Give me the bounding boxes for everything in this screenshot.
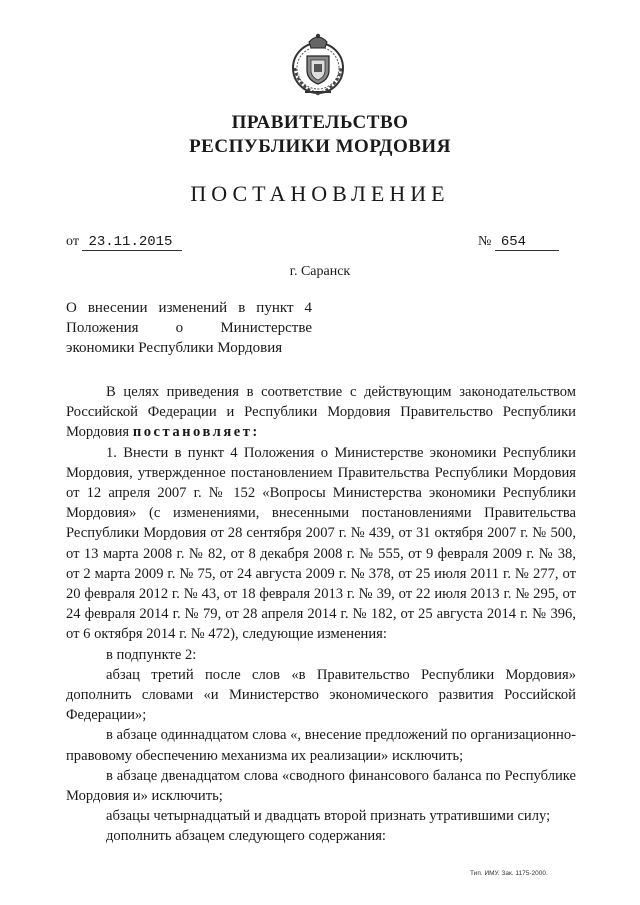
- subject-line3: экономики Республики Мордовия: [66, 340, 283, 356]
- city-name: г. Саранск: [289, 264, 351, 279]
- subject-block: [66, 298, 312, 358]
- decree-body: [66, 382, 576, 847]
- paragraph-6: абзацы четырнадцатый и двадцать второй признать утратившими силу;: [106, 808, 551, 825]
- number-prefix: №: [478, 234, 492, 249]
- paragraph-7: дополнить абзацем следующего содержания:: [106, 828, 386, 845]
- date-prefix: от: [66, 234, 79, 249]
- paragraph-3: абзац третий после слов «в Правительство Республики Мордовия» дополнить словами «и Министерство экономического развития Российской Федерации»;: [66, 666, 576, 724]
- subject-line1: О внесении изменений в пункт 4: [66, 300, 312, 316]
- paragraph-4: в абзаце одиннадцатом слова «, внесение предложений по организационно-правовому обеспечению механизма их реализации» исключить;: [66, 727, 576, 764]
- number-field: [478, 234, 559, 251]
- number-value: 654: [495, 234, 559, 251]
- decree-word: постановляет:: [132, 424, 260, 441]
- intro-paragraph: [66, 382, 576, 443]
- date-field: [66, 234, 182, 251]
- printer-mark: Тип. ИМУ. Зак. 1175-2000.: [470, 870, 548, 877]
- org-name-line2: РЕСПУБЛИКИ МОРДОВИЯ: [189, 136, 451, 157]
- document-type-title: ПОСТАНОВЛЕНИЕ: [190, 181, 450, 206]
- paragraph-5: в абзаце двенадцатом слова «сводного финансового баланса по Республике Мордовия и» исключить;: [66, 767, 576, 805]
- paragraph-1: 1. Внести в пункт 4 Положения о Министерстве экономики Республики Мордовия, утвержденное постановлением Правительства Республики Мордовия от 12 апреля 2007 г. № 152 «Вопросы Министерства экономики Республики Мордовия» (с изменениями, внесенными постановлениями Правительства Республики Мордовия от 28 сентября 2007 г. № 439, от 31 октября 2007 г. № 500, от 13 марта 2008 г. № 82, от 8 декабря 2008 г. № 555, от 9 февраля 2009 г. № 38, от 2 марта 2009 г. № 75, от 24 августа 2009 г. № 378, от 25 июля 2011 г. № 277, от 20 февраля 2012 г. № 43, от 18 февраля 2013 г. № 39, от 22 июля 2013 г. № 295, от 24 февраля 2014 г. № 79, от 28 апреля 2014 г. № 182, от 25 августа 2014 г. № 396, от 6 октября 2014 г. № 472), следующие изменения:: [66, 444, 576, 643]
- date-value: 23.11.2015: [82, 234, 182, 251]
- org-name-line1: ПРАВИТЕЛЬСТВО: [231, 112, 409, 133]
- paragraph-2: в подпункте 2:: [106, 646, 197, 663]
- intro-text: В целях приведения в соответствие с действующим законодательством Российской Федерации и Республики Мордовия Правительство Республики Мордовия: [66, 384, 576, 441]
- subject-line2: Положения о Министерстве: [66, 320, 312, 336]
- coat-of-arms-icon: [285, 28, 351, 100]
